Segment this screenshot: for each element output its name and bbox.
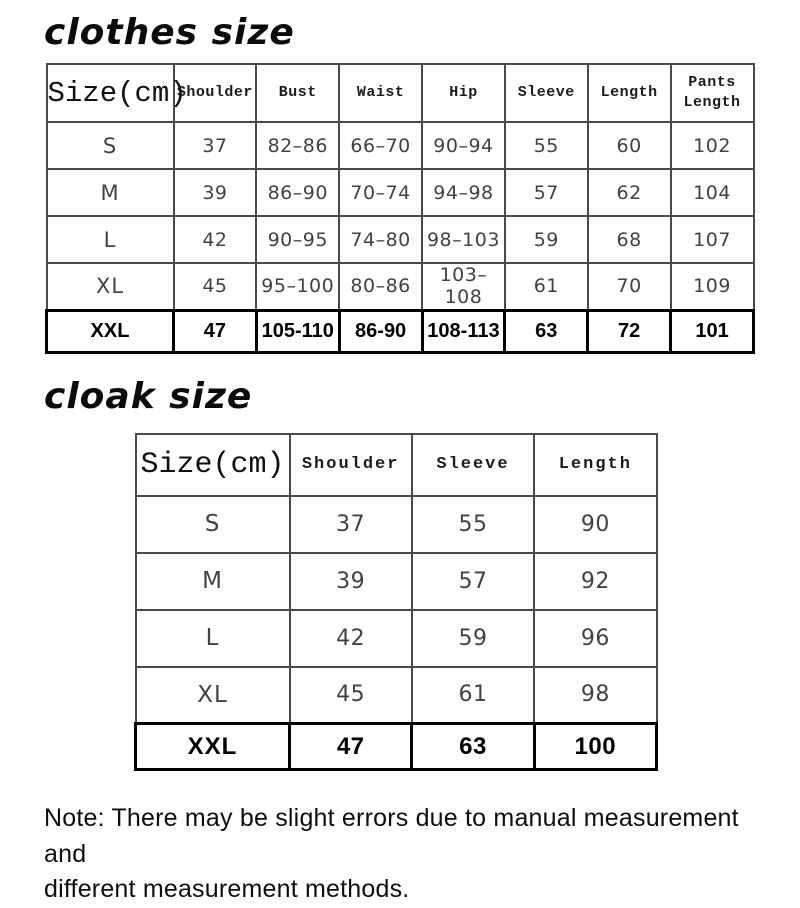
table-cell: 57 (505, 169, 588, 216)
clothes-size-title: clothes size (44, 12, 295, 53)
cloak-table-body (136, 496, 657, 770)
table-cell: 90–94 (422, 122, 505, 169)
size-label: S (136, 496, 290, 553)
table-row (136, 667, 657, 724)
table-cell: 45 (174, 263, 257, 310)
table-cell: 63 (505, 310, 588, 352)
table-cell: 61 (412, 667, 534, 724)
header-row (47, 64, 754, 122)
column-header: Hip (422, 64, 505, 122)
table-cell: 98–103 (422, 216, 505, 263)
size-unit-header: Size(cm) (136, 434, 290, 496)
table-cell: 90–95 (256, 216, 339, 263)
table-cell: 86-90 (339, 310, 422, 352)
column-header: Sleeve (412, 434, 534, 496)
table-cell: 101 (671, 310, 754, 352)
column-header: Sleeve (505, 64, 588, 122)
table-row (47, 263, 754, 310)
table-cell: 96 (534, 610, 656, 667)
table-cell: 68 (588, 216, 671, 263)
table-cell: 42 (174, 216, 257, 263)
table-cell: 55 (412, 496, 534, 553)
column-header: Length (588, 64, 671, 122)
table-cell: 104 (671, 169, 754, 216)
table-row (47, 169, 754, 216)
table-cell: 59 (412, 610, 534, 667)
table-cell: 66–70 (339, 122, 422, 169)
size-label: M (136, 553, 290, 610)
table-cell: 86–90 (256, 169, 339, 216)
column-header: Waist (339, 64, 422, 122)
table-cell: 62 (588, 169, 671, 216)
table-cell: 57 (412, 553, 534, 610)
column-header: Bust (256, 64, 339, 122)
size-label: L (136, 610, 290, 667)
table-cell: 95–100 (256, 263, 339, 310)
cloak-size-table (134, 433, 658, 772)
clothes-size-table (45, 63, 755, 354)
table-cell: 59 (505, 216, 588, 263)
cloak-table-header (136, 434, 657, 496)
column-header: Length (534, 434, 656, 496)
table-cell: 90 (534, 496, 656, 553)
table-cell: 42 (290, 610, 412, 667)
size-label: XXL (136, 724, 290, 770)
size-label: L (47, 216, 174, 263)
table-row (47, 122, 754, 169)
size-unit-header: Size(cm) (47, 64, 174, 122)
table-cell: 103–108 (422, 263, 505, 310)
table-cell: 82–86 (256, 122, 339, 169)
table-cell: 61 (505, 263, 588, 310)
table-cell: 102 (671, 122, 754, 169)
table-cell: 55 (505, 122, 588, 169)
table-cell: 39 (174, 169, 257, 216)
table-cell: 72 (588, 310, 671, 352)
table-cell: 47 (290, 724, 412, 770)
size-label: M (47, 169, 174, 216)
table-cell: 94–98 (422, 169, 505, 216)
header-row (136, 434, 657, 496)
table-row (47, 216, 754, 263)
size-label: XXL (47, 310, 174, 352)
column-header: Shoulder (174, 64, 257, 122)
size-label: XL (136, 667, 290, 724)
table-cell: 100 (534, 724, 656, 770)
table-cell: 47 (174, 310, 257, 352)
measurement-note-line2: different measurement methods. (44, 875, 410, 903)
table-cell: 37 (174, 122, 257, 169)
clothes-table-body (47, 122, 754, 352)
table-cell: 92 (534, 553, 656, 610)
column-header: Pants Length (671, 64, 754, 122)
table-cell: 70–74 (339, 169, 422, 216)
size-label: S (47, 122, 174, 169)
table-cell: 109 (671, 263, 754, 310)
measurement-note-line1: Note: There may be slight errors due to manual measurement and (44, 804, 739, 868)
cloak-size-title: cloak size (44, 375, 253, 417)
table-row (136, 610, 657, 667)
table-row (136, 724, 657, 770)
size-label: XL (47, 263, 174, 310)
table-row (136, 496, 657, 553)
table-cell: 39 (290, 553, 412, 610)
table-cell: 74–80 (339, 216, 422, 263)
table-row (47, 310, 754, 352)
table-cell: 98 (534, 667, 656, 724)
measurement-note (44, 801, 756, 908)
table-cell: 45 (290, 667, 412, 724)
column-header: Shoulder (290, 434, 412, 496)
table-cell: 108-113 (422, 310, 505, 352)
table-cell: 107 (671, 216, 754, 263)
table-cell: 105-110 (256, 310, 339, 352)
table-cell: 60 (588, 122, 671, 169)
table-cell: 37 (290, 496, 412, 553)
table-row (136, 553, 657, 610)
table-cell: 70 (588, 263, 671, 310)
clothes-table-header (47, 64, 754, 122)
table-cell: 63 (412, 724, 534, 770)
table-cell: 80–86 (339, 263, 422, 310)
